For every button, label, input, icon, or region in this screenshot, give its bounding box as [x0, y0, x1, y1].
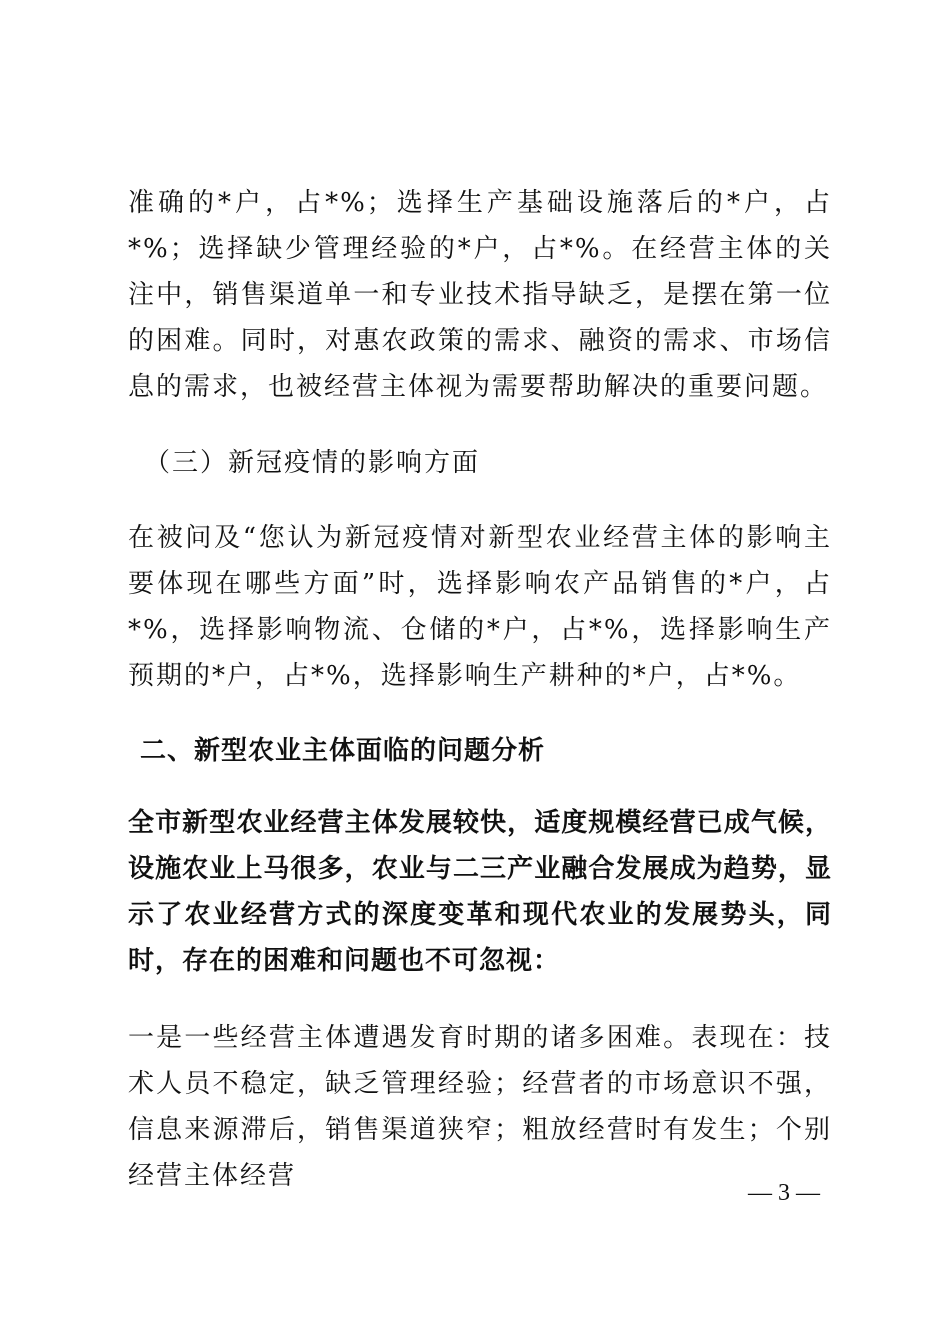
chapter-heading-problem-analysis: 二、新型农业主体面临的问题分析	[140, 736, 546, 766]
body-paragraph-development-overview: 全市新型农业经营主体发展较快，适度规模经营已成气候，设施农业上马很多，农业与二三产业融合发展成为趋势，显示了农业经营方式的深度变革和现代农业的发展势头，同时，存在的困难和问题也不可忽视：	[128, 808, 832, 976]
page-number: — 3 —	[748, 1180, 820, 1206]
body-paragraph-survey-difficulties: 准确的*户，占*%；选择生产基础设施落后的*户，占*%；选择缺少管理经验的*户，占*%。在经营主体的关注中，销售渠道单一和专业技术指导缺乏，是摆在第一位的困难。同时，对惠农政策的需求、融资的需求、市场信息的需求，也被经营主体视为需要帮助解决的重要问题。	[128, 188, 832, 402]
body-paragraph-covid-impact: 在被问及“您认为新冠疫情对新型农业经营主体的影响主要体现在哪些方面”时，选择影响农产品销售的*户，占*%，选择影响物流、仓储的*户，占*%，选择影响生产预期的*户，占*%，选择影响生产耕种的*户，占*%。	[128, 523, 832, 691]
section-heading-covid-impact: （三）新冠疫情的影响方面	[144, 448, 481, 478]
body-paragraph-first-problem: 一是一些经营主体遭遇发育时期的诸多困难。表现在：技术人员不稳定，缺乏管理经验；经营者的市场意识不强，信息来源滞后，销售渠道狭窄；粗放经营时有发生；个别经营主体经营	[128, 1023, 832, 1191]
